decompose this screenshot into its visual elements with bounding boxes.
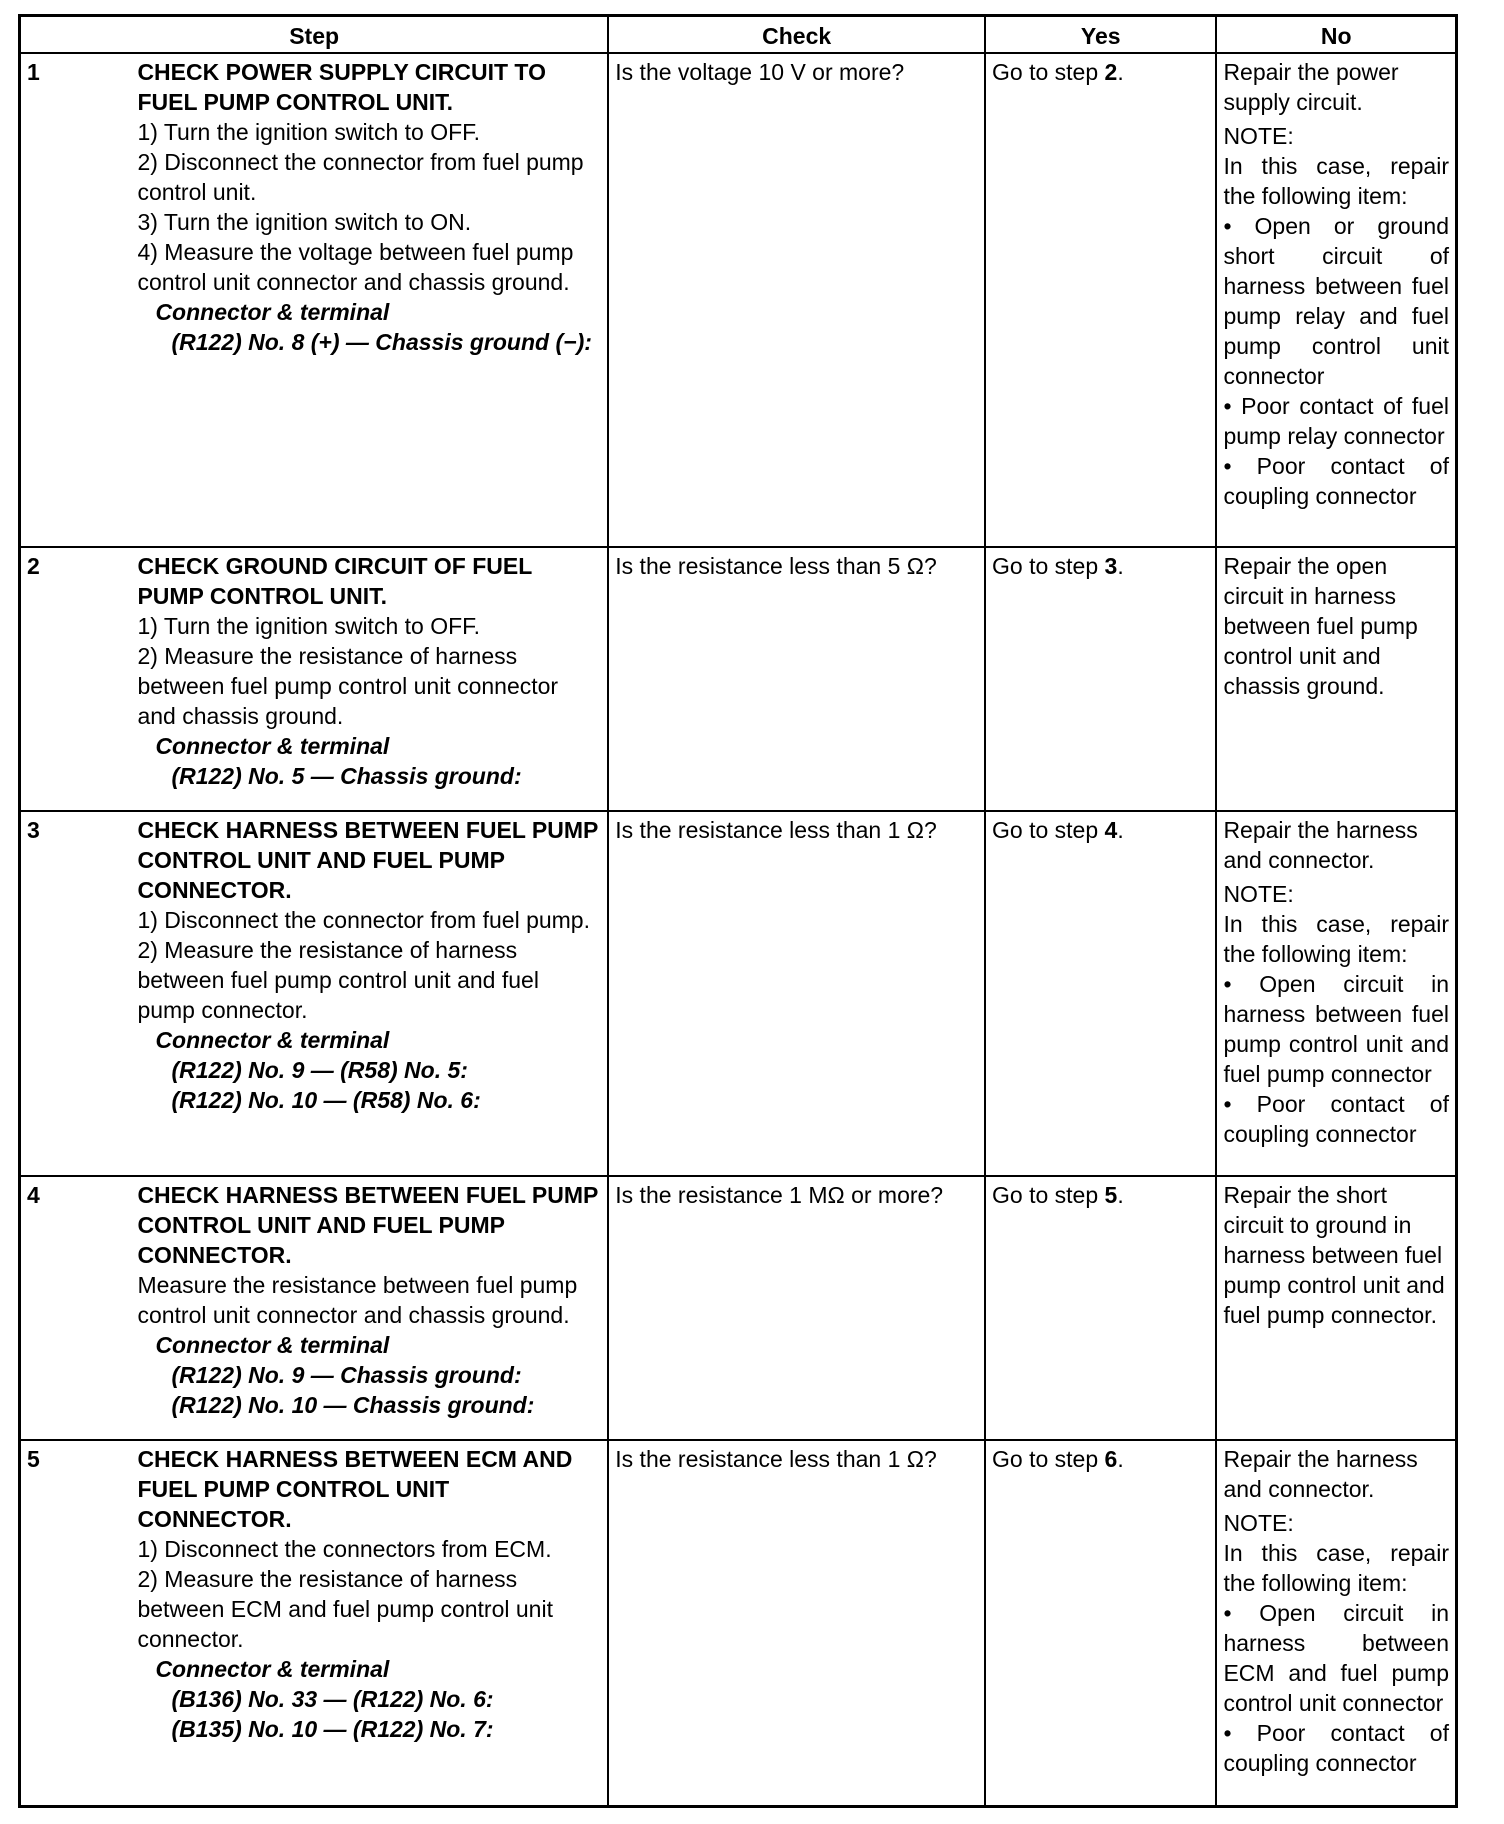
table-row <box>20 1176 1457 1440</box>
no-note-detail: In this case, repair the following item: <box>1223 910 1449 967</box>
step-title: CHECK HARNESS BETWEEN FUEL PUMP CONTROL UNIT AND FUEL PUMP CONNECTOR. <box>137 1181 598 1268</box>
step-substep: 3) Turn the ignition switch to ON. <box>137 209 472 235</box>
step-substep: 1) Turn the ignition switch to OFF. <box>137 119 481 145</box>
step-substep: 2) Measure the resistance of harness between fuel pump control unit connector and chassis ground. <box>137 642 559 729</box>
connector-terminal-line: (R122) No. 5 — Chassis ground: <box>171 762 522 789</box>
no-bullet-item: • Poor contact of coupling connector <box>1223 1720 1449 1777</box>
no-main-text: Repair the short circuit to ground in harness between fuel pump control unit and fuel pump connector. <box>1223 1181 1445 1328</box>
no-bullet-item: • Open or ground short circuit of harness between fuel pump relay and fuel pump control unit connector <box>1223 213 1449 389</box>
step-substep: Measure the resistance between fuel pump control unit connector and chassis ground. <box>137 1271 578 1328</box>
no-bullet-item: • Poor contact of coupling connector <box>1223 453 1449 509</box>
no-main-text: Repair the power supply circuit. <box>1223 59 1399 115</box>
no-bullet-item: • Poor contact of fuel pump relay connector <box>1223 393 1449 449</box>
no-main-text: Repair the harness and connector. <box>1223 1446 1418 1503</box>
connector-terminal-line: (B136) No. 33 — (R122) No. 6: <box>171 1686 494 1713</box>
yes-prefix: Go to step <box>992 816 1105 843</box>
step-title: CHECK GROUND CIRCUIT OF FUEL PUMP CONTROL UNIT. <box>137 552 532 609</box>
connector-terminal-line: (R122) No. 8 (+) — Chassis ground (−): <box>171 329 592 355</box>
step-description <box>131 811 608 1176</box>
yes-prefix: Go to step <box>992 1446 1105 1473</box>
table-row <box>20 53 1457 547</box>
step-number: 2 <box>20 547 132 811</box>
connector-terminal-line: (R122) No. 9 — (R58) No. 5: <box>171 1056 468 1083</box>
table-row <box>20 547 1457 811</box>
check-question: Is the resistance less than 1 Ω? <box>608 811 985 1176</box>
no-note-label: NOTE: <box>1223 880 1294 907</box>
step-substep: 1) Turn the ignition switch to OFF. <box>137 612 481 639</box>
yes-action <box>985 811 1216 1176</box>
table-row <box>20 1440 1457 1806</box>
no-note-detail: In this case, repair the following item: <box>1223 1540 1449 1597</box>
yes-suffix: . <box>1117 1446 1124 1473</box>
yes-action <box>985 53 1216 547</box>
yes-action <box>985 1176 1216 1440</box>
no-main-text: Repair the harness and connector. <box>1223 816 1418 873</box>
yes-suffix: . <box>1117 1181 1124 1208</box>
yes-step-number: 5 <box>1104 1181 1118 1208</box>
step-number: 3 <box>20 811 132 1176</box>
no-action <box>1216 1176 1456 1440</box>
yes-step-number: 2 <box>1104 59 1118 85</box>
connector-terminal-line: (R122) No. 9 — Chassis ground: <box>171 1361 522 1388</box>
connector-terminal-line: (R122) No. 10 — (R58) No. 6: <box>171 1086 481 1113</box>
header-yes: Yes <box>985 16 1216 54</box>
yes-prefix: Go to step <box>992 59 1105 85</box>
connector-terminal-heading: Connector & terminal <box>155 299 390 325</box>
no-main-text: Repair the open circuit in harness between fuel pump control unit and chassis ground. <box>1223 552 1418 699</box>
check-question: Is the voltage 10 V or more? <box>608 53 985 547</box>
no-action <box>1216 811 1456 1176</box>
no-action <box>1216 1440 1456 1806</box>
step-substep: 4) Measure the voltage between fuel pump control unit connector and chassis ground. <box>137 239 574 295</box>
yes-action <box>985 1440 1216 1806</box>
yes-action <box>985 547 1216 811</box>
header-check: Check <box>608 16 985 54</box>
no-bullet-item: • Open circuit in harness between fuel pump control unit and fuel pump connector <box>1223 970 1449 1087</box>
connector-terminal-heading: Connector & terminal <box>155 1331 390 1358</box>
step-description <box>131 547 608 811</box>
step-description <box>131 53 608 547</box>
header-no: No <box>1216 16 1456 54</box>
yes-suffix: . <box>1117 59 1124 85</box>
yes-prefix: Go to step <box>992 1181 1105 1208</box>
no-action <box>1216 53 1456 547</box>
step-description <box>131 1440 608 1806</box>
step-substep: 2) Measure the resistance of harness between fuel pump control unit and fuel pump connector. <box>137 936 539 1023</box>
connector-terminal-heading: Connector & terminal <box>155 732 390 759</box>
table-body <box>20 53 1457 1807</box>
step-number: 5 <box>20 1440 132 1806</box>
step-number: 1 <box>20 53 132 547</box>
connector-terminal-line: (B135) No. 10 — (R122) No. 7: <box>171 1716 494 1743</box>
step-substep: 2) Measure the resistance of harness between ECM and fuel pump control unit connector. <box>137 1566 553 1653</box>
step-title: CHECK HARNESS BETWEEN ECM AND FUEL PUMP CONTROL UNIT CONNECTOR. <box>137 1446 573 1533</box>
connector-terminal-heading: Connector & terminal <box>155 1026 390 1053</box>
yes-suffix: . <box>1117 552 1124 579</box>
yes-suffix: . <box>1117 816 1124 843</box>
yes-step-number: 3 <box>1104 552 1118 579</box>
no-note-label: NOTE: <box>1223 123 1294 149</box>
no-bullet-item: • Open circuit in harness between ECM and fuel pump control unit connector <box>1223 1600 1449 1717</box>
step-description <box>131 1176 608 1440</box>
step-title: CHECK POWER SUPPLY CIRCUIT TO FUEL PUMP CONTROL UNIT. <box>137 59 546 115</box>
step-number: 4 <box>20 1176 132 1440</box>
yes-prefix: Go to step <box>992 552 1105 579</box>
no-note-label: NOTE: <box>1223 1510 1294 1537</box>
yes-step-number: 6 <box>1104 1446 1118 1473</box>
header-row <box>20 16 1457 54</box>
step-title: CHECK HARNESS BETWEEN FUEL PUMP CONTROL UNIT AND FUEL PUMP CONNECTOR. <box>137 816 598 903</box>
no-note-detail: In this case, repair the following item: <box>1223 153 1449 209</box>
no-action <box>1216 547 1456 811</box>
diagnostic-table <box>18 14 1458 1808</box>
step-substep: 1) Disconnect the connectors from ECM. <box>137 1536 552 1563</box>
no-bullet-item: • Poor contact of coupling connector <box>1223 1090 1449 1147</box>
table-row <box>20 811 1457 1176</box>
step-substep: 1) Disconnect the connector from fuel pump. <box>137 906 590 933</box>
check-question: Is the resistance 1 MΩ or more? <box>608 1176 985 1440</box>
yes-step-number: 4 <box>1104 816 1118 843</box>
connector-terminal-line: (R122) No. 10 — Chassis ground: <box>171 1391 535 1418</box>
connector-terminal-heading: Connector & terminal <box>155 1656 390 1683</box>
check-question: Is the resistance less than 1 Ω? <box>608 1440 985 1806</box>
header-step: Step <box>20 16 609 54</box>
check-question: Is the resistance less than 5 Ω? <box>608 547 985 811</box>
step-substep: 2) Disconnect the connector from fuel pump control unit. <box>137 149 584 205</box>
